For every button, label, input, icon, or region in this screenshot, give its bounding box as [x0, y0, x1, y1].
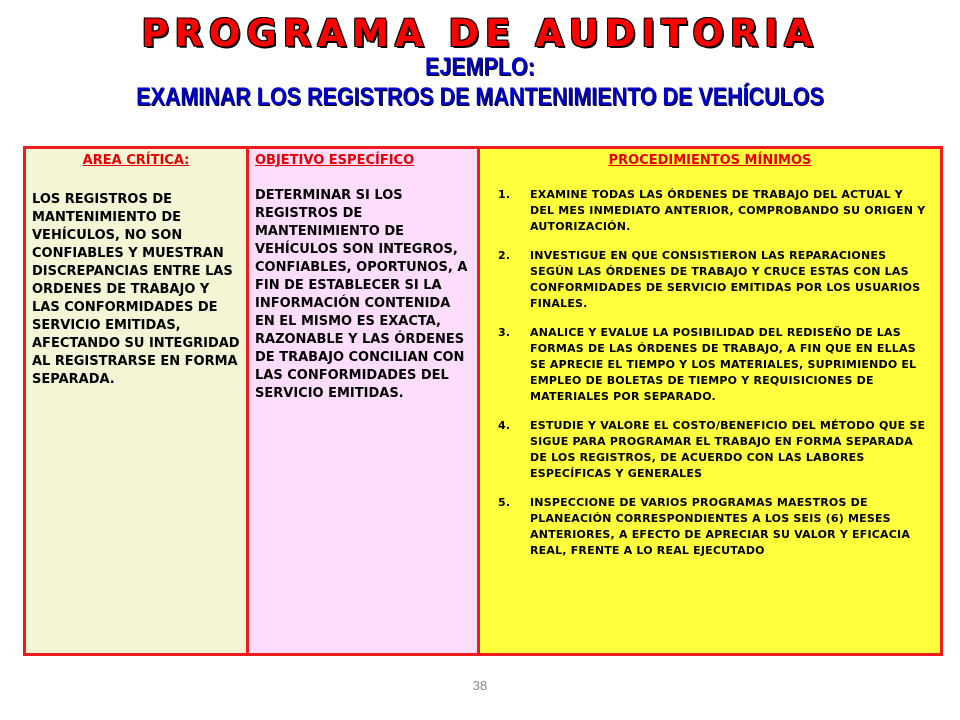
list-item-text: ESTUDIE Y VALORE EL COSTO/BENEFICIO DEL MÉTODO QUE SE SIGUE PARA PROGRAMAR EL TRABAJO EN FORMA SEPARADA DE LOS REGISTROS, DE ACUERDO CON LAS LABORES ESPECÍFICAS Y GENERALES — [530, 419, 926, 480]
subtitle-topic: EXAMINAR LOS REGISTROS DE MANTENIMIENTO DE VEHÍCULOS — [136, 83, 824, 111]
list-item — [490, 187, 930, 235]
list-item — [490, 495, 930, 559]
list-item — [490, 325, 930, 405]
main-title: PROGRAMA DE AUDITORIA — [141, 12, 819, 55]
subtitle-example: EJEMPLO: — [425, 53, 535, 81]
audit-program-table — [23, 146, 943, 656]
list-item-text: INVESTIGUE EN QUE CONSISTIERON LAS REPARACIONES SEGÚN LAS ÓRDENES DE TRABAJO Y CRUCE ESTAS CON LAS CONFORMIDADES DE SERVICIO EMITIDAS POR LOS USUARIOS FINALES. — [530, 249, 921, 310]
procedures-list — [490, 187, 930, 559]
area-critica-text: LOS REGISTROS DE MANTENIMIENTO DE VEHÍCULOS, NO SON CONFIABLES Y MUESTRAN DISCREPANCIAS ENTRE LAS ORDENES DE TRABAJO Y LAS CONFORMIDADES DE SERVICIO EMITIDAS, AFECTANDO SU INTEGRIDAD AL REGISTRARSE EN FORMA SEPARADA. — [32, 192, 240, 387]
column-procedimientos — [480, 149, 940, 653]
list-item-number: 3. — [498, 326, 511, 339]
column-objetivo-especifico — [249, 149, 480, 653]
list-item-number: 1. — [498, 188, 511, 201]
column-header-area-critica: AREA CRÍTICA: — [82, 153, 190, 168]
list-item — [490, 248, 930, 312]
list-item-text: EXAMINE TODAS LAS ÓRDENES DE TRABAJO DEL ACTUAL Y DEL MES INMEDIATO ANTERIOR, COMPROBANDO SU ORIGEN Y AUTORIZACIÓN. — [530, 188, 926, 233]
column-area-critica — [26, 149, 249, 653]
list-item-text: INSPECCIONE DE VARIOS PROGRAMAS MAESTROS DE PLANEACIÓN CORRESPONDIENTES A LOS SEIS (6) MESES ANTERIORES, A EFECTO DE APRECIAR SU VALOR Y EFICACIA REAL, FRENTE A LO REAL EJECUTADO — [530, 496, 911, 557]
column-header-objetivo: OBJETIVO ESPECÍFICO — [255, 153, 415, 168]
list-item — [490, 418, 930, 482]
list-item-number: 4. — [498, 419, 511, 432]
objetivo-text: DETERMINAR SI LOS REGISTROS DE MANTENIMIENTO DE VEHÍCULOS SON INTEGROS, CONFIABLES, OPORTUNOS, A FIN DE ESTABLECER SI LA INFORMACIÓN CONTENIDA EN EL MISMO ES EXACTA, RAZONABLE Y LAS ÓRDENES DE TRABAJO CONCILIAN CON LAS CONFORMIDADES DEL SERVICIO EMITIDAS. — [255, 188, 468, 401]
column-header-procedimientos: PROCEDIMIENTOS MÍNIMOS — [608, 153, 812, 168]
list-item-text: ANALICE Y EVALUE LA POSIBILIDAD DEL REDISEÑO DE LAS FORMAS DE LAS ÓRDENES DE TRABAJO, A FIN QUE EN ELLAS SE APRECIE EL TIEMPO Y LOS MATERIALES, SUPRIMIENDO EL EMPLEO DE BOLETAS DE TIEMPO Y REQUISICIONES DE MATERIALES POR SEPARADO. — [530, 326, 917, 403]
list-item-number: 5. — [498, 496, 511, 509]
page-number: 38 — [472, 678, 488, 693]
list-item-number: 2. — [498, 249, 511, 262]
